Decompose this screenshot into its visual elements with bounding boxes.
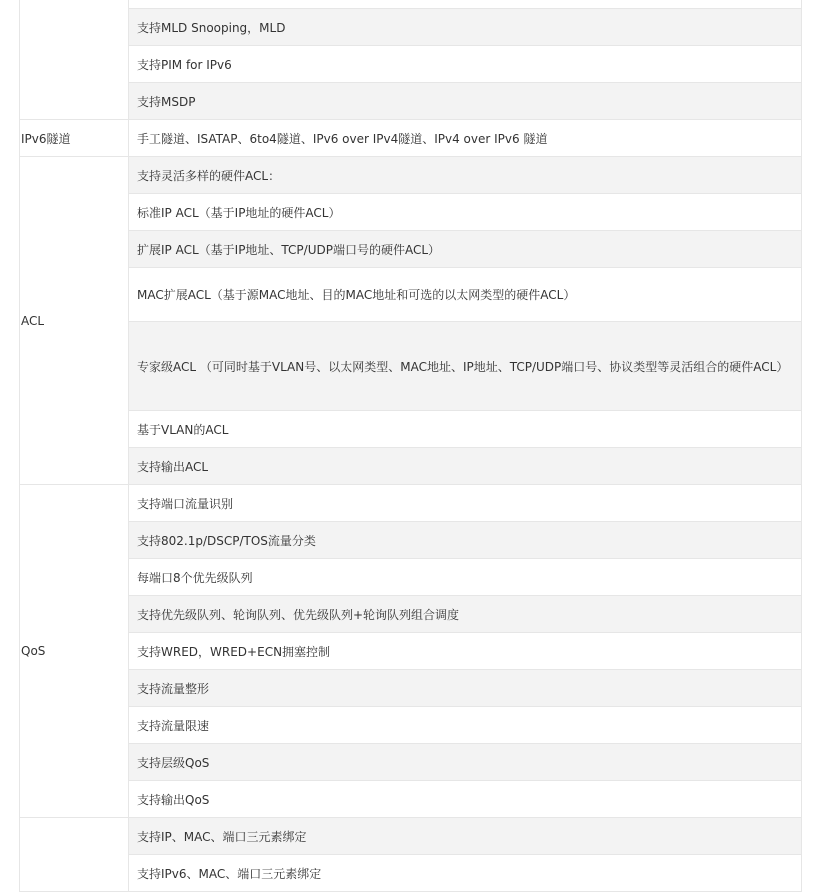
value-cell: 支持优先级队列、轮询队列、优先级队列+轮询队列组合调度 — [129, 596, 802, 633]
value-cell: 扩展IP ACL（基于IP地址、TCP/UDP端口号的硬件ACL） — [129, 231, 802, 268]
value-cell: 支持IPv6、MAC、端口三元素绑定 — [129, 855, 802, 892]
spec-table — [19, 0, 802, 892]
table-row — [20, 0, 802, 9]
value-cell: 支持流量整形 — [129, 670, 802, 707]
table-row — [20, 157, 802, 194]
table-row — [20, 9, 802, 46]
value-cell: 支持层级QoS — [129, 744, 802, 781]
value-cell: 支持MLD Snooping，MLD — [129, 9, 802, 46]
value-cell: 支持端口流量识别 — [129, 485, 802, 522]
value-cell: 每端口8个优先级队列 — [129, 559, 802, 596]
value-cell — [129, 0, 802, 9]
category-cell-ipv6-tunnel: IPv6隧道 — [20, 120, 129, 157]
table-row — [20, 46, 802, 83]
value-cell: 支持灵活多样的硬件ACL： — [129, 157, 802, 194]
value-cell: 专家级ACL （可同时基于VLAN号、以太网类型、MAC地址、IP地址、TCP/UDP端口号、协议类型等灵活组合的硬件ACL） — [129, 322, 802, 411]
value-cell: 支持PIM for IPv6 — [129, 46, 802, 83]
table-row — [20, 83, 802, 120]
table-row — [20, 448, 802, 485]
value-cell: MAC扩展ACL（基于源MAC地址、目的MAC地址和可选的以太网类型的硬件ACL） — [129, 268, 802, 322]
value-cell: 支持802.1p/DSCP/TOS流量分类 — [129, 522, 802, 559]
value-cell: 支持WRED，WRED+ECN拥塞控制 — [129, 633, 802, 670]
table-row — [20, 633, 802, 670]
table-row — [20, 485, 802, 522]
table-row — [20, 855, 802, 892]
value-cell: 支持输出QoS — [129, 781, 802, 818]
category-cell-qos: QoS — [20, 485, 129, 818]
category-cell-acl: ACL — [20, 157, 129, 485]
table-row — [20, 559, 802, 596]
table-row — [20, 194, 802, 231]
table-row — [20, 231, 802, 268]
value-cell: 手工隧道、ISATAP、6to4隧道、IPv6 over IPv4隧道、IPv4 over IPv6 隧道 — [129, 120, 802, 157]
table-row — [20, 411, 802, 448]
value-cell: 支持输出ACL — [129, 448, 802, 485]
value-cell: 标准IP ACL（基于IP地址的硬件ACL） — [129, 194, 802, 231]
table-row — [20, 818, 802, 855]
table-row — [20, 670, 802, 707]
value-cell: 支持MSDP — [129, 83, 802, 120]
category-cell-multicast — [20, 0, 129, 120]
table-row — [20, 522, 802, 559]
table-row — [20, 322, 802, 411]
table-row — [20, 781, 802, 818]
value-cell: 支持流量限速 — [129, 707, 802, 744]
table-row — [20, 120, 802, 157]
value-cell: 支持IP、MAC、端口三元素绑定 — [129, 818, 802, 855]
table-row — [20, 596, 802, 633]
table-row — [20, 268, 802, 322]
value-cell: 基于VLAN的ACL — [129, 411, 802, 448]
category-cell-binding — [20, 818, 129, 892]
table-row — [20, 744, 802, 781]
table-row — [20, 707, 802, 744]
